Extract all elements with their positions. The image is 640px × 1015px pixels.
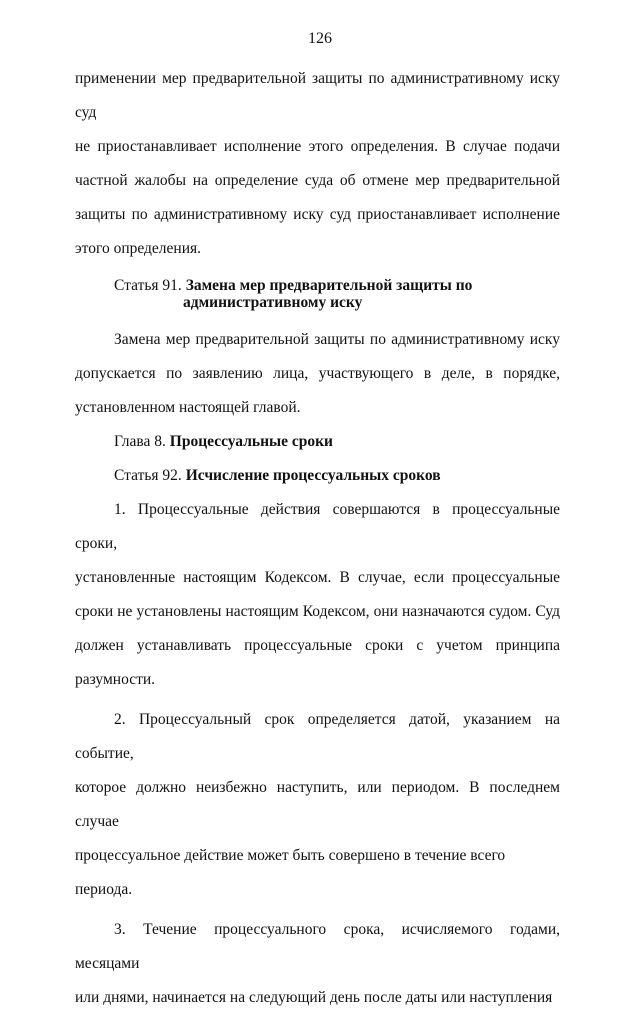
text-line: 3. Течение процессуального срока, исчисляемого годами, месяцами (75, 921, 560, 972)
chapter-8-title: Процессуальные сроки (169, 433, 333, 450)
text-line: 1. Процессуальные действия совершаются в процессуальные сроки, (75, 501, 560, 552)
text-line: которое должно неизбежно наступить, или периодом. В последнем случае (75, 779, 560, 830)
page-number: 126 (308, 30, 332, 47)
chapter-8-heading (75, 425, 560, 459)
text-line: сроки не установлены настоящим Кодексом, они назначаются судом. Суд (75, 603, 560, 620)
document-body (75, 62, 560, 1015)
text-line: разумности. (75, 671, 156, 688)
article-91-title-line1: Замена мер предварительной защиты по (185, 277, 473, 294)
text-line: установленном настоящей главой. (75, 399, 301, 416)
article-92-paragraph-1 (75, 493, 560, 697)
article-92-paragraph-2 (75, 703, 560, 907)
article-91-title-line2: административному иску (183, 294, 363, 311)
article-92-paragraph-3 (75, 913, 560, 1015)
text-line: установленные настоящим Кодексом. В случае, если процессуальные (75, 569, 560, 586)
text-line: этого определения. (75, 240, 202, 257)
paragraph-continuation (75, 62, 560, 266)
text-line: не приостанавливает исполнение этого определения. В случае подачи (75, 138, 560, 155)
text-line: процессуальное действие может быть совершено в течение всего периода. (75, 847, 506, 898)
text-line: или днями, начинается на следующий день после даты или наступления (75, 989, 553, 1006)
text-line: частной жалобы на определение суда об отмене мер предварительной (75, 172, 560, 189)
article-91-number: Статья 91. (114, 277, 186, 294)
article-91-heading (75, 277, 560, 311)
article-91-paragraph (75, 323, 560, 425)
text-line: Замена мер предварительной защиты по административному иску (114, 331, 560, 348)
text-line: 2. Процессуальный срок определяется датой, указанием на событие, (75, 711, 560, 762)
text-line: допускается по заявлению лица, участвующего в деле, в порядке, (75, 365, 560, 382)
article-92-heading (75, 459, 560, 493)
article-92-title: Исчисление процессуальных сроков (185, 467, 441, 484)
chapter-8-number: Глава 8. (114, 433, 170, 450)
article-92-number: Статья 92. (114, 467, 186, 484)
text-line: защиты по административному иску суд приостанавливает исполнение (75, 206, 560, 223)
text-line: применении мер предварительной защиты по административному иску суд (75, 70, 560, 121)
text-line: должен устанавливать процессуальные сроки с учетом принципа (75, 637, 560, 654)
